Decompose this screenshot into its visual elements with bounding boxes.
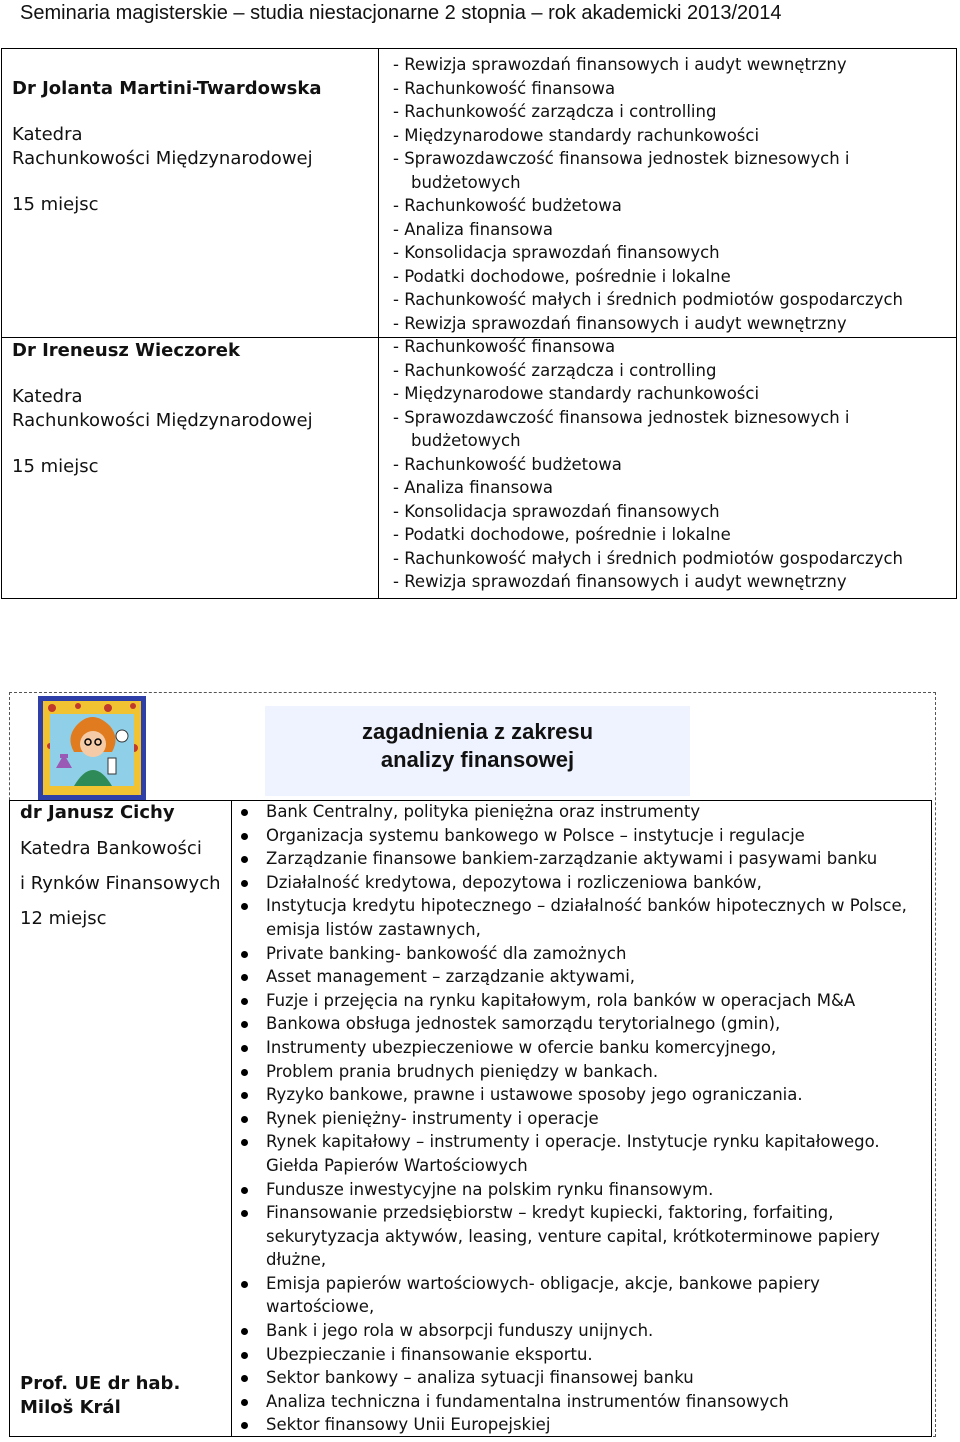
subject-item: - Konsolidacja sprawozdań finansowych <box>393 501 720 521</box>
topic-item: Private banking- bankowość dla zamożnych <box>266 942 926 966</box>
subject-item: - Rewizja sprawozdań finansowych i audyt wewnętrzny <box>393 313 847 333</box>
topic-item: Finansowanie przedsiębiorstw – kredyt kupiecki, faktoring, forfaiting, sekurytyzacja aktywów, leasing, venture capital, krótkoterminowe papiery dłużne, <box>266 1201 926 1272</box>
topic-item: Asset management – zarządzanie aktywami, <box>266 965 926 989</box>
subject-item: - Międzynarodowe standardy rachunkowości <box>393 384 760 403</box>
topic-item: Sektor finansowy Unii Europejskiej <box>266 1413 926 1437</box>
subject-item: - Rachunkowość małych i średnich podmiotów gospodarczych <box>393 290 903 309</box>
subject-item: - Rachunkowość małych i średnich podmiotów gospodarczych <box>393 548 903 568</box>
topic-item: Fundusze inwestycyjne na polskim rynku finansowym. <box>266 1178 926 1202</box>
subject-item: - Rachunkowość budżetowa <box>393 454 622 474</box>
topic-item: Zarządzanie finansowe bankiem-zarządzanie aktywami i pasywami banku <box>266 847 926 871</box>
subject-item: - Międzynarodowe standardy rachunkowości <box>393 125 760 145</box>
subject-item: - Sprawozdawczość finansowa jednostek biznesowych i budżetowych <box>393 149 850 192</box>
subject-item: - Podatki dochodowe, pośrednie i lokalne <box>393 525 731 544</box>
topic-item: Rynek pieniężny- instrumenty i operacje <box>266 1107 926 1131</box>
seats-count: 15 miejsc <box>12 194 99 215</box>
department-line: Katedra Bankowości <box>20 838 202 859</box>
supervisor-cell-4 <box>20 1372 180 1420</box>
topic-item: Sektor bankowy – analiza sytuacji finansowej banku <box>266 1366 926 1390</box>
subject-item: - Rachunkowość budżetowa <box>393 196 622 215</box>
subject-item: - Podatki dochodowe, pośrednie i lokalne <box>393 266 731 286</box>
department-line: Katedra <box>12 386 83 407</box>
page-header: Seminaria magisterskie – studia niestacjonarne 2 stopnia – rok akademicki 2013/2014 <box>20 2 782 24</box>
topic-item: Ryzyko bankowe, prawne i ustawowe sposoby jego ograniczania. <box>266 1083 926 1107</box>
supervisor-cell-1 <box>12 77 372 217</box>
subject-item: - Rachunkowość zarządcza i controlling <box>393 102 717 121</box>
supervisor-name: Prof. UE dr hab. <box>20 1373 181 1394</box>
seminar-table-accounting <box>1 48 957 599</box>
subject-item: - Konsolidacja sprawozdań finansowych <box>393 243 720 262</box>
column-divider <box>378 49 379 598</box>
seats-count: 12 miejsc <box>20 908 107 929</box>
subject-item: - Rewizja sprawozdań finansowych i audyt wewnętrzny <box>393 55 847 74</box>
topic-item: Bank i jego rola w absorpcji funduszy unijnych. <box>266 1319 926 1343</box>
department-line: Katedra <box>12 124 83 145</box>
section-title-line: analizy finansowej <box>380 747 575 772</box>
subject-list <box>393 53 953 594</box>
department-line: Rachunkowości Międzynarodowej <box>12 410 313 431</box>
topic-item: Rynek kapitałowy – instrumenty i operacje. Instytucje rynku kapitałowego. Giełda Papierów Wartościowych <box>266 1130 926 1177</box>
topic-item: Instytucja kredytu hipotecznego – działalność banków hipotecznych w Polsce, emisja listów zastawnych, <box>266 894 926 941</box>
topic-item: Emisja papierów wartościowych- obligacje, akcje, bankowe papiery wartościowe, <box>266 1272 926 1319</box>
subject-item: - Rewizja sprawozdań finansowych i audyt wewnętrzny <box>393 572 847 591</box>
column-divider <box>231 801 232 1436</box>
supervisor-name: dr Janusz Cichy <box>20 802 175 823</box>
topic-item: Analiza techniczna i fundamentalna instrumentów finansowych <box>266 1390 926 1414</box>
topic-item: Działalność kredytowa, depozytowa i rozliczeniowa banków, <box>266 871 926 895</box>
department-line: Rachunkowości Międzynarodowej <box>12 148 313 169</box>
topic-item: Instrumenty ubezpieczeniowe w ofercie banku komercyjnego, <box>266 1036 926 1060</box>
topic-item: Fuzje i przejęcia na rynku kapitałowym, rola banków w operacjach M&A <box>266 989 926 1013</box>
section-title <box>265 706 690 796</box>
seminar-table-finance <box>9 800 932 1437</box>
seats-count: 15 miejsc <box>12 456 99 477</box>
supervisor-cell-3 <box>20 801 221 936</box>
section-title-line: zagadnienia z zakresu <box>361 719 594 744</box>
topic-item: Ubezpieczanie i finansowanie eksportu. <box>266 1343 926 1367</box>
topic-item: Organizacja systemu bankowego w Polsce – instytucje i regulacje <box>266 824 926 848</box>
subject-item: - Rachunkowość finansowa <box>393 78 616 98</box>
topic-item: Bank Centralny, polityka pieniężna oraz instrumenty <box>266 800 926 824</box>
supervisor-name: Dr Ireneusz Wieczorek <box>12 340 240 361</box>
topic-item: Bankowa obsługa jednostek samorządu terytorialnego (gmin), <box>266 1012 926 1036</box>
subject-item: - Analiza finansowa <box>393 219 553 239</box>
topic-item: Problem prania brudnych pieniędzy w bankach. <box>266 1060 926 1084</box>
subject-item: - Analiza finansowa <box>393 478 553 497</box>
scientist-clipart-icon <box>38 696 146 800</box>
supervisor-cell-2 <box>12 339 372 479</box>
supervisor-name: Miloš Král <box>20 1397 121 1418</box>
topic-list <box>266 800 926 1437</box>
subject-item: - Rachunkowość finansowa <box>393 337 616 356</box>
department-line: i Rynków Finansowych <box>20 873 221 894</box>
supervisor-name: Dr Jolanta Martini-Twardowska <box>12 78 322 99</box>
subject-item: - Rachunkowość zarządcza i controlling <box>393 360 717 380</box>
subject-item: - Sprawozdawczość finansowa jednostek biznesowych i budżetowych <box>393 407 850 450</box>
